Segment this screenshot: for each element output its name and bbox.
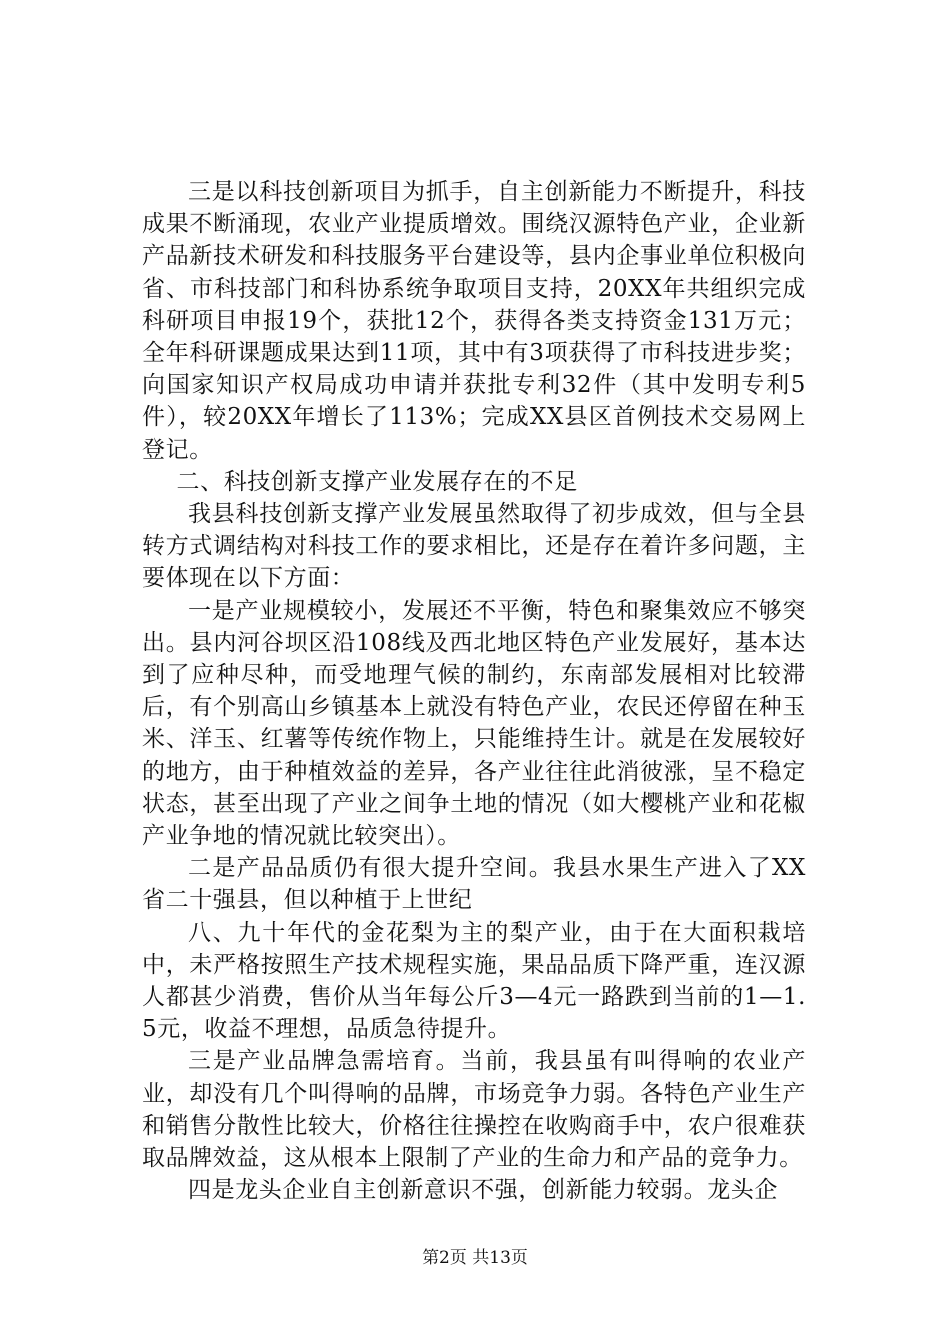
paragraph-product-quality: 二是产品品质仍有很大提升空间。我县水果生产进入了XX省二十强县，但以种植于上世纪	[142, 855, 806, 914]
paragraph-leading-enterprises: 四是龙头企业自主创新意识不强，创新能力较弱。龙头企	[188, 1177, 778, 1204]
page-number-footer: 第2页 共13页	[422, 1248, 528, 1268]
paragraph-brand-cultivation: 三是产业品牌急需培育。当前，我县虽有叫得响的农业产业，却没有几个叫得响的品牌，市场竞争力弱。各特色产业生产和销售分散性比较大，价格往往操控在收购商手中，农户很难获取品牌效益，这从根本上限制了产业的生命力和产品的竞争力。	[142, 1048, 806, 1172]
paragraph-tech-projects: 三是以科技创新项目为抓手，自主创新能力不断提升，科技成果不断涌现，农业产业提质增效。围绕汉源特色产业，企业新产品新技术研发和科技服务平台建设等，县内企事业单位积极向省、市科技部门和科协系统争取项目支持，20XX年共组织完成科研项目申报19个，获批12个，获得各类支持资金131万元；全年科研课题成果达到11项，其中有3项获得了市科技进步奖；向国家知识产权局成功申请并获批专利32件（其中发明专利5件），较20XX年增长了113%；完成XX县区首例技术交易网上登记。	[142, 179, 806, 463]
section-heading-shortcomings: 二、科技创新支撑产业发展存在的不足	[176, 468, 578, 495]
paragraph-shortcomings-intro: 我县科技创新支撑产业发展虽然取得了初步成效，但与全县转方式调结构对科技工作的要求相比，还是存在着许多问题，主要体现在以下方面：	[142, 501, 806, 592]
paragraph-pear-industry: 八、九十年代的金花梨为主的梨产业，由于在大面积栽培中，未严格按照生产技术规程实施，果品品质下降严重，连汉源人都甚少消费，售价从当年每公斤3—4元一路跌到当前的1—1.5元，收益不理想，品质急待提升。	[142, 919, 806, 1043]
paragraph-industry-scale: 一是产业规模较小，发展还不平衡，特色和聚集效应不够突出。县内河谷坝区沿108线及西北地区特色产业发展好，基本达到了应种尽种，而受地理气候的制约，东南部发展相对比较滞后，有个别高山乡镇基本上就没有特色产业，农民还停留在种玉米、洋玉、红薯等传统作物上，只能维持生计。就是在发展较好的地方，由于种植效益的差异，各产业往往此消彼涨，呈不稳定状态，甚至出现了产业之间争土地的情况（如大樱桃产业和花椒产业争地的情况就比较突出）。	[142, 597, 806, 850]
document-body	[142, 176, 806, 1207]
